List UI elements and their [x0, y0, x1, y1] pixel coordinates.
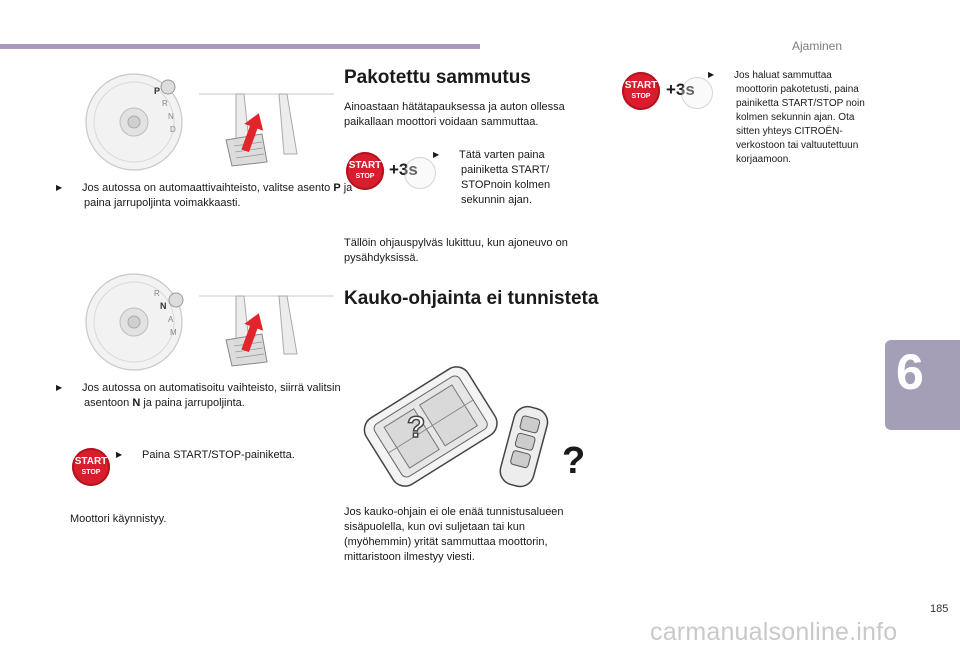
- gear-letter: A: [168, 315, 174, 324]
- remote-not-detected-heading: Kauko-ohjainta ei tunnisteta: [344, 288, 599, 309]
- fig2-instruction: ▶ Jos autossa on automatisoitu vaihteisto, siirrä valitsin asentoon N ja paina jarrupoljinta.: [56, 382, 341, 409]
- press-start-instruction: ▶ Paina START/STOP-painiketta.: [116, 449, 295, 461]
- bullet-icon: ▶: [56, 183, 63, 192]
- section-title: Ajaminen: [792, 39, 843, 53]
- gear-letter: N: [168, 112, 174, 121]
- question-mark: ?: [562, 440, 586, 482]
- gear-letter: M: [170, 328, 177, 337]
- header-accent-bar: [0, 44, 480, 49]
- gear-letter: D: [170, 125, 176, 134]
- bullet-icon: ▶: [708, 70, 715, 79]
- remote-not-detected-text: Jos kauko-ohjain ei ole enää tunnistusalueen sisäpuolella, kun ovi suljetaan tai kun (myöhemmin) yrität sammuttaa moottorin, mittaristoon ilmestyy viesti.: [344, 506, 564, 563]
- gear-letter: R: [154, 289, 160, 298]
- forced-stop-note: ▶ Jos haluat sammuttaa moottorin pakotetusti, paina painiketta START/STOP noin kolmen sekunnin ajan. Ota sitten yhteys CITROËN-verkostoon tai valtuutettuun korjaamoon.: [708, 70, 865, 165]
- plus-3s-label: +3s: [389, 160, 418, 179]
- start-stop-icon: START STOP: [346, 152, 384, 190]
- start-stop-icon: START STOP: [72, 448, 110, 486]
- plus-3s-label: +3s: [666, 80, 695, 99]
- start-stop-icon: START STOP: [622, 72, 660, 110]
- gear-selector-pedal-figure-1: [84, 72, 334, 172]
- forced-stop-result: Tällöin ohjauspylväs lukittuu, kun ajoneuvo on pysähdyksissä.: [344, 237, 568, 264]
- timer-icon: [404, 157, 436, 189]
- forced-stop-heading: Pakotettu sammutus: [344, 67, 531, 88]
- question-mark: ?: [407, 411, 426, 444]
- engine-started-text: Moottori käynnistyy.: [70, 513, 167, 525]
- page-number: 185: [930, 603, 949, 615]
- gear-letter: P: [154, 86, 161, 96]
- forced-stop-step: ▶ Tätä varten paina painiketta START/ STOPnoin kolmen sekunnin ajan.: [433, 149, 551, 206]
- gear-letter: R: [162, 99, 168, 108]
- gear-letter: N: [160, 301, 167, 311]
- watermark: carmanualsonline.info: [650, 618, 898, 646]
- gear-selector-pedal-figure-2: [84, 272, 334, 372]
- bullet-icon: ▶: [116, 450, 123, 459]
- fig1-instruction: ▶ Jos autossa on automaattivaihteisto, valitse asento P ja paina jarrupoljinta voimakkaasti.: [56, 182, 353, 209]
- chapter-number: 6: [896, 344, 924, 400]
- bullet-icon: ▶: [433, 150, 440, 159]
- forced-stop-intro: Ainoastaan hätätapauksessa ja auton ollessa paikallaan moottori voidaan sammuttaa.: [344, 101, 565, 128]
- car-and-remote-illustration: [352, 355, 592, 495]
- bullet-icon: ▶: [56, 383, 63, 392]
